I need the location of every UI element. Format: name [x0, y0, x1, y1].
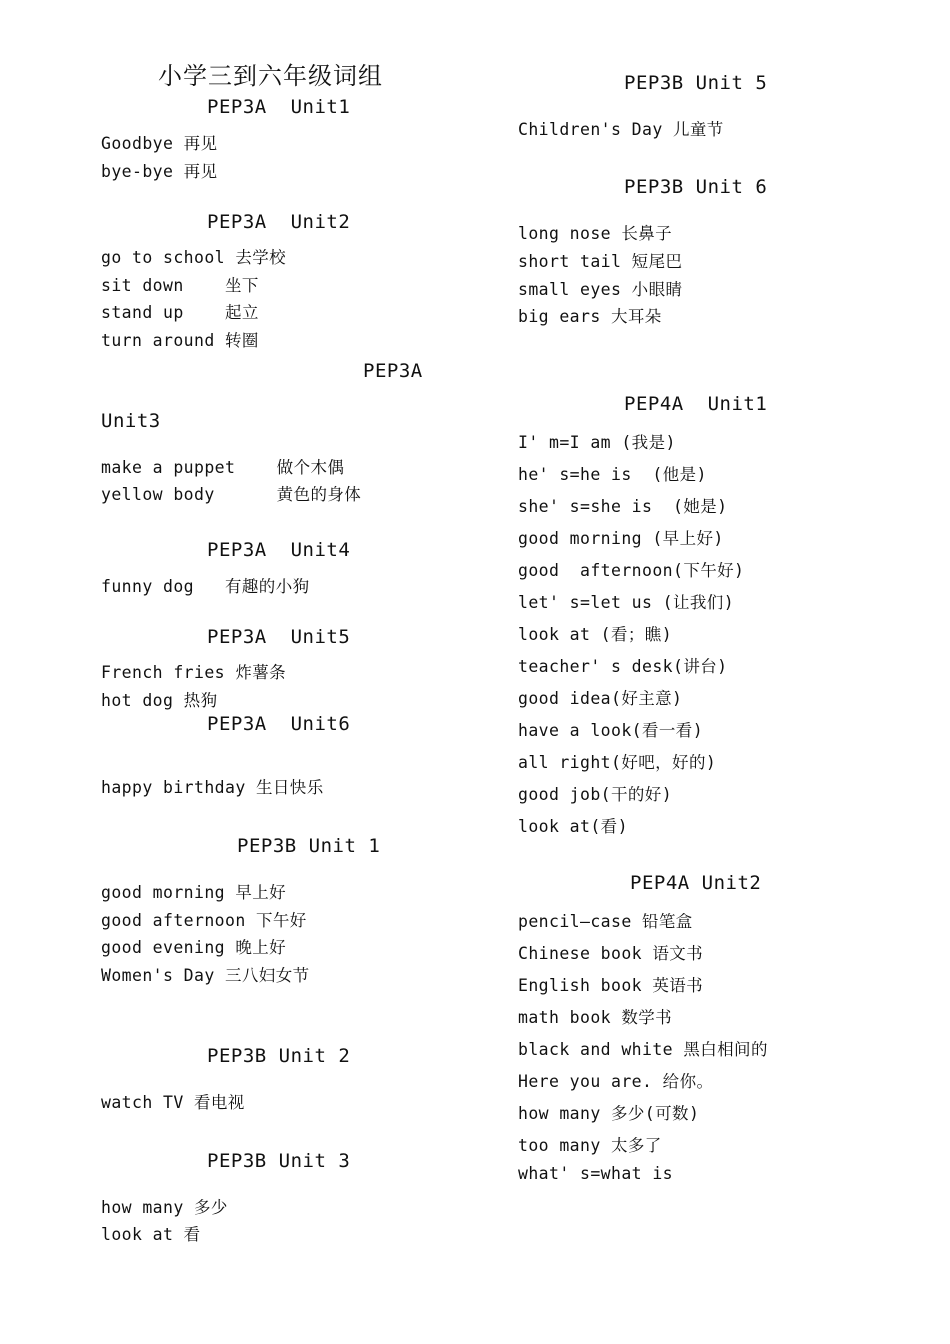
list-item: big ears 大耳朵	[518, 307, 662, 326]
list-item: look at(看)	[518, 817, 628, 836]
list-item: stand up 起立	[101, 303, 259, 322]
list-item: yellow body 黄色的身体	[101, 485, 362, 504]
list-item: French fries 炸薯条	[101, 663, 287, 682]
list-item: English book 英语书	[518, 976, 704, 995]
list-item: Chinese book 语文书	[518, 944, 704, 963]
section-heading: PEP3A Unit6	[207, 713, 351, 735]
list-item: Women's Day 三八妇女节	[101, 966, 310, 985]
list-item: Children's Day 儿童节	[518, 120, 724, 139]
list-item: math book 数学书	[518, 1008, 673, 1027]
list-item: good morning (早上好)	[518, 529, 724, 548]
list-item: sit down 坐下	[101, 276, 259, 295]
section-heading: PEP3A Unit2	[207, 211, 351, 233]
list-item: Goodbye 再见	[101, 134, 218, 153]
section-heading: PEP3A	[363, 360, 423, 382]
list-item: she' s=she is (她是)	[518, 497, 728, 516]
list-item: go to school 去学校	[101, 248, 287, 267]
list-item: good evening 晚上好	[101, 938, 287, 957]
list-item: good morning 早上好	[101, 883, 287, 902]
section-heading: PEP3A Unit1	[207, 96, 351, 118]
list-item: good afternoon(下午好)	[518, 561, 745, 580]
section-heading: PEP4A Unit1	[624, 393, 768, 415]
list-item: make a puppet 做个木偶	[101, 458, 345, 477]
section-heading: PEP3A Unit4	[207, 539, 351, 561]
list-item: I' m=I am (我是)	[518, 433, 676, 452]
section-heading: PEP3A Unit5	[207, 626, 351, 648]
section-heading: Unit3	[101, 410, 161, 432]
list-item: small eyes 小眼睛	[518, 280, 683, 299]
list-item: how many 多少(可数)	[518, 1104, 700, 1123]
list-item: look at (看；瞧)	[518, 625, 673, 644]
list-item: what' s=what is	[518, 1164, 674, 1183]
section-heading: PEP3B Unit 3	[207, 1150, 351, 1172]
list-item: long nose 长鼻子	[518, 224, 673, 243]
list-item: happy birthday 生日快乐	[101, 778, 324, 797]
list-item: Here you are. 给你。	[518, 1072, 714, 1091]
list-item: watch TV 看电视	[101, 1093, 245, 1112]
list-item: let' s=let us (让我们)	[518, 593, 735, 612]
list-item: bye-bye 再见	[101, 162, 218, 181]
list-item: all right(好吧，好的)	[518, 753, 717, 772]
list-item: look at 看	[101, 1225, 201, 1244]
section-heading: PEP3B Unit 5	[624, 72, 768, 94]
list-item: short tail 短尾巴	[518, 252, 683, 271]
list-item: turn around 转圈	[101, 331, 259, 350]
list-item: how many 多少	[101, 1198, 228, 1217]
section-heading: PEP3B Unit 2	[207, 1045, 351, 1067]
list-item: black and white 黑白相间的	[518, 1040, 768, 1059]
list-item: have a look(看一看)	[518, 721, 704, 740]
list-item: teacher' s desk(讲台)	[518, 657, 728, 676]
section-heading: PEP3B Unit 1	[237, 835, 381, 857]
section-heading: PEP3B Unit 6	[624, 176, 768, 198]
section-heading: PEP4A Unit2	[630, 872, 762, 894]
list-item: funny dog 有趣的小狗	[101, 577, 310, 596]
list-item: pencil—case 铅笔盒	[518, 912, 693, 931]
list-item: hot dog 热狗	[101, 691, 218, 710]
list-item: too many 太多了	[518, 1136, 662, 1155]
list-item: good job(干的好)	[518, 785, 673, 804]
list-item: he' s=he is (他是)	[518, 465, 707, 484]
page-title: 小学三到六年级词组	[158, 62, 383, 90]
list-item: good afternoon 下午好	[101, 911, 307, 930]
list-item: good idea(好主意)	[518, 689, 683, 708]
